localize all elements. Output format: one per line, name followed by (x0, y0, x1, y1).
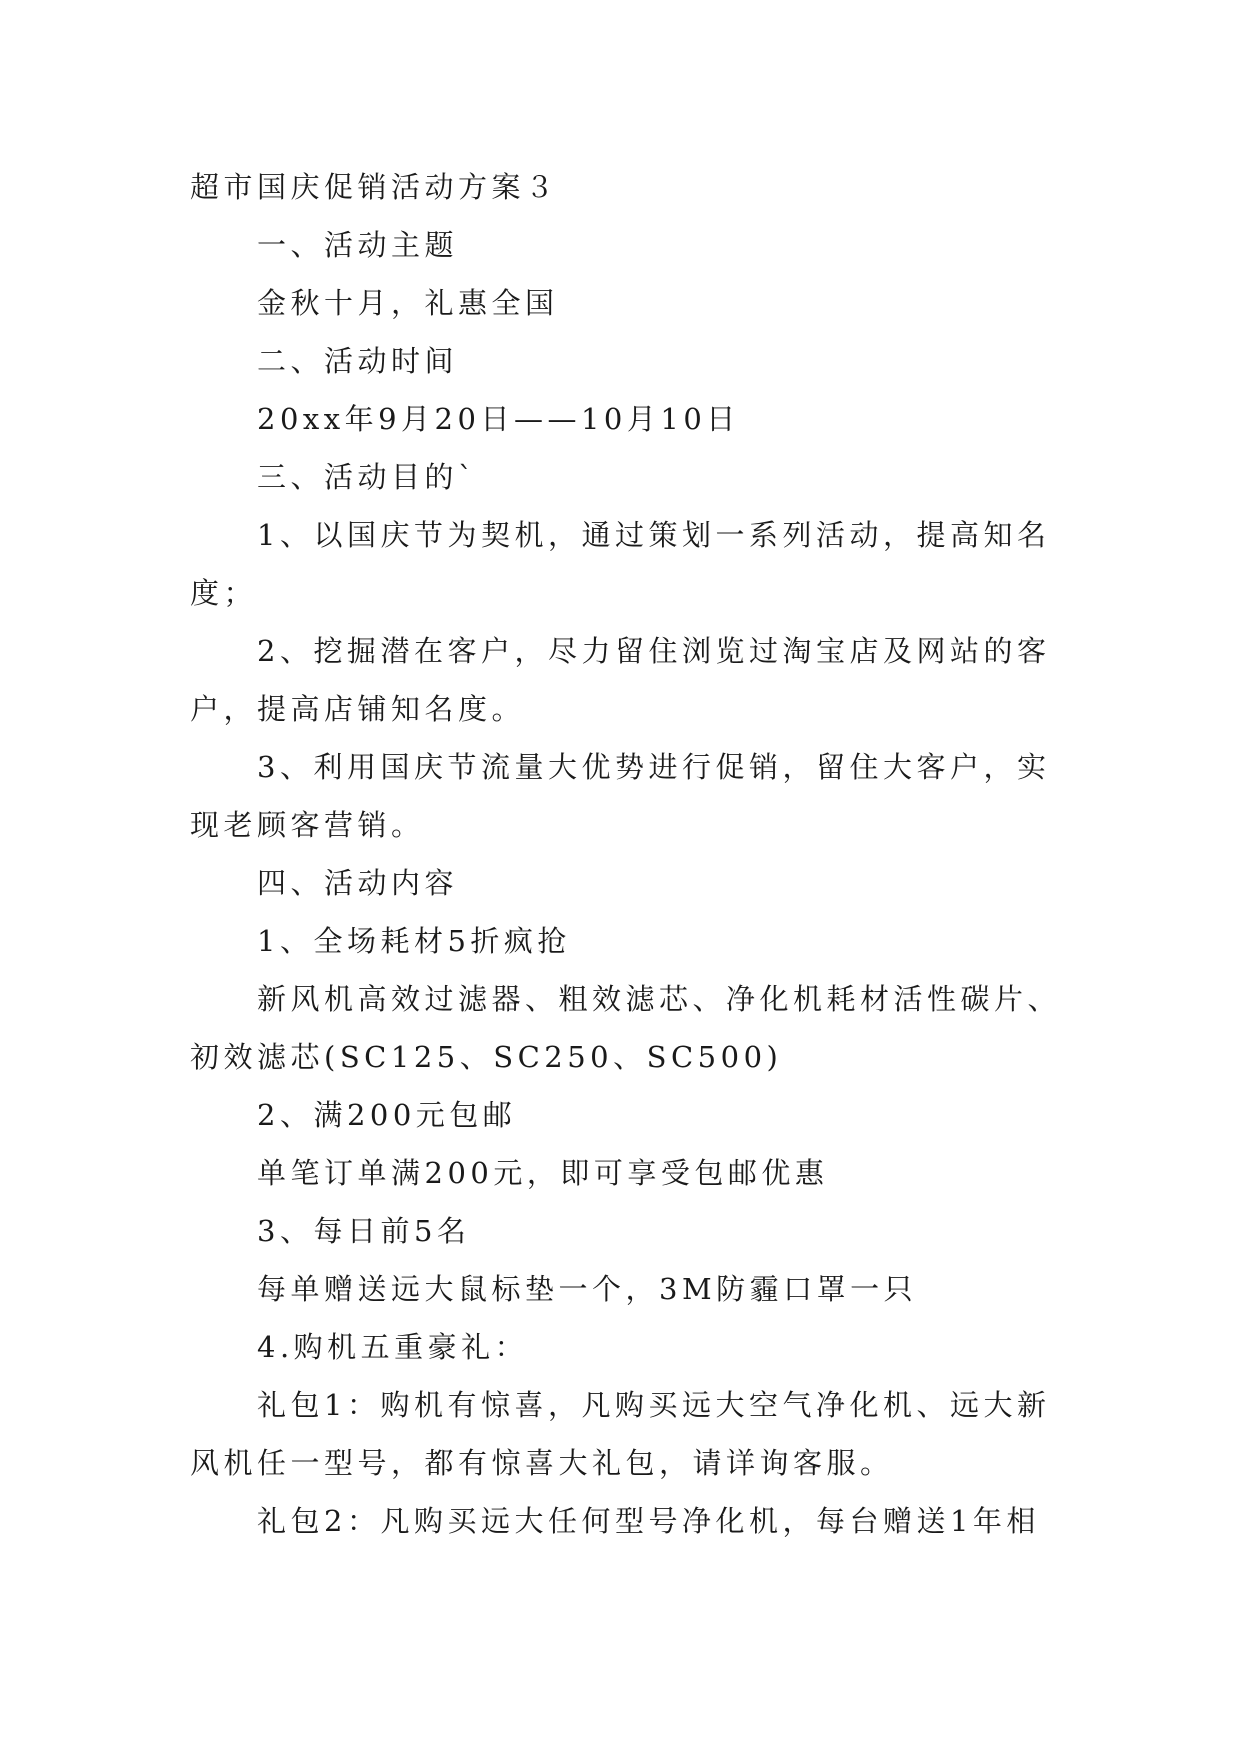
paragraph-continuation: 风机任一型号，都有惊喜大礼包，请详询客服。 (190, 1446, 894, 1480)
paragraph: 每单赠送远大鼠标垫一个，3M防霾口罩一只 (257, 1272, 918, 1306)
paragraph-continuation: 现老顾客营销。 (190, 808, 425, 842)
paragraph: 礼包1：购机有惊喜，凡购买远大空气净化机、远大新 (257, 1388, 1051, 1422)
paragraph: 4.购机五重豪礼： (257, 1330, 529, 1364)
paragraph-continuation: 度； (190, 576, 258, 610)
paragraph: 金秋十月，礼惠全国 (257, 286, 559, 320)
section-heading: 一、活动主题 (257, 228, 459, 262)
section-heading: 三、活动目的` (257, 460, 478, 494)
paragraph-continuation: 初效滤芯(SC125、SC250、SC500) (190, 1040, 783, 1074)
paragraph: 2、挖掘潜在客户，尽力留住浏览过淘宝店及网站的客 (257, 634, 1051, 668)
paragraph: 2、满200元包邮 (257, 1098, 517, 1132)
document-title: 超市国庆促销活动方案３ (190, 170, 559, 204)
paragraph: 1、以国庆节为契机，通过策划一系列活动，提高知名 (257, 518, 1051, 552)
document-body (190, 158, 1060, 1550)
paragraph: 新风机高效过滤器、粗效滤芯、净化机耗材活性碳片、 (257, 982, 1062, 1016)
paragraph-continuation: 户，提高店铺知名度。 (190, 692, 526, 726)
paragraph: 3、利用国庆节流量大优势进行促销，留住大客户，实 (257, 750, 1051, 784)
paragraph: 单笔订单满200元，即可享受包邮优惠 (257, 1156, 829, 1190)
section-heading: 二、活动时间 (257, 344, 459, 378)
paragraph: 礼包2：凡购买远大任何型号净化机，每台赠送1年相 (257, 1504, 1040, 1538)
paragraph: 20xx年9月20日——10月10日 (257, 402, 740, 436)
section-heading: 四、活动内容 (257, 866, 459, 900)
paragraph: 1、全场耗材5折疯抢 (257, 924, 571, 958)
paragraph: 3、每日前5名 (257, 1214, 471, 1248)
